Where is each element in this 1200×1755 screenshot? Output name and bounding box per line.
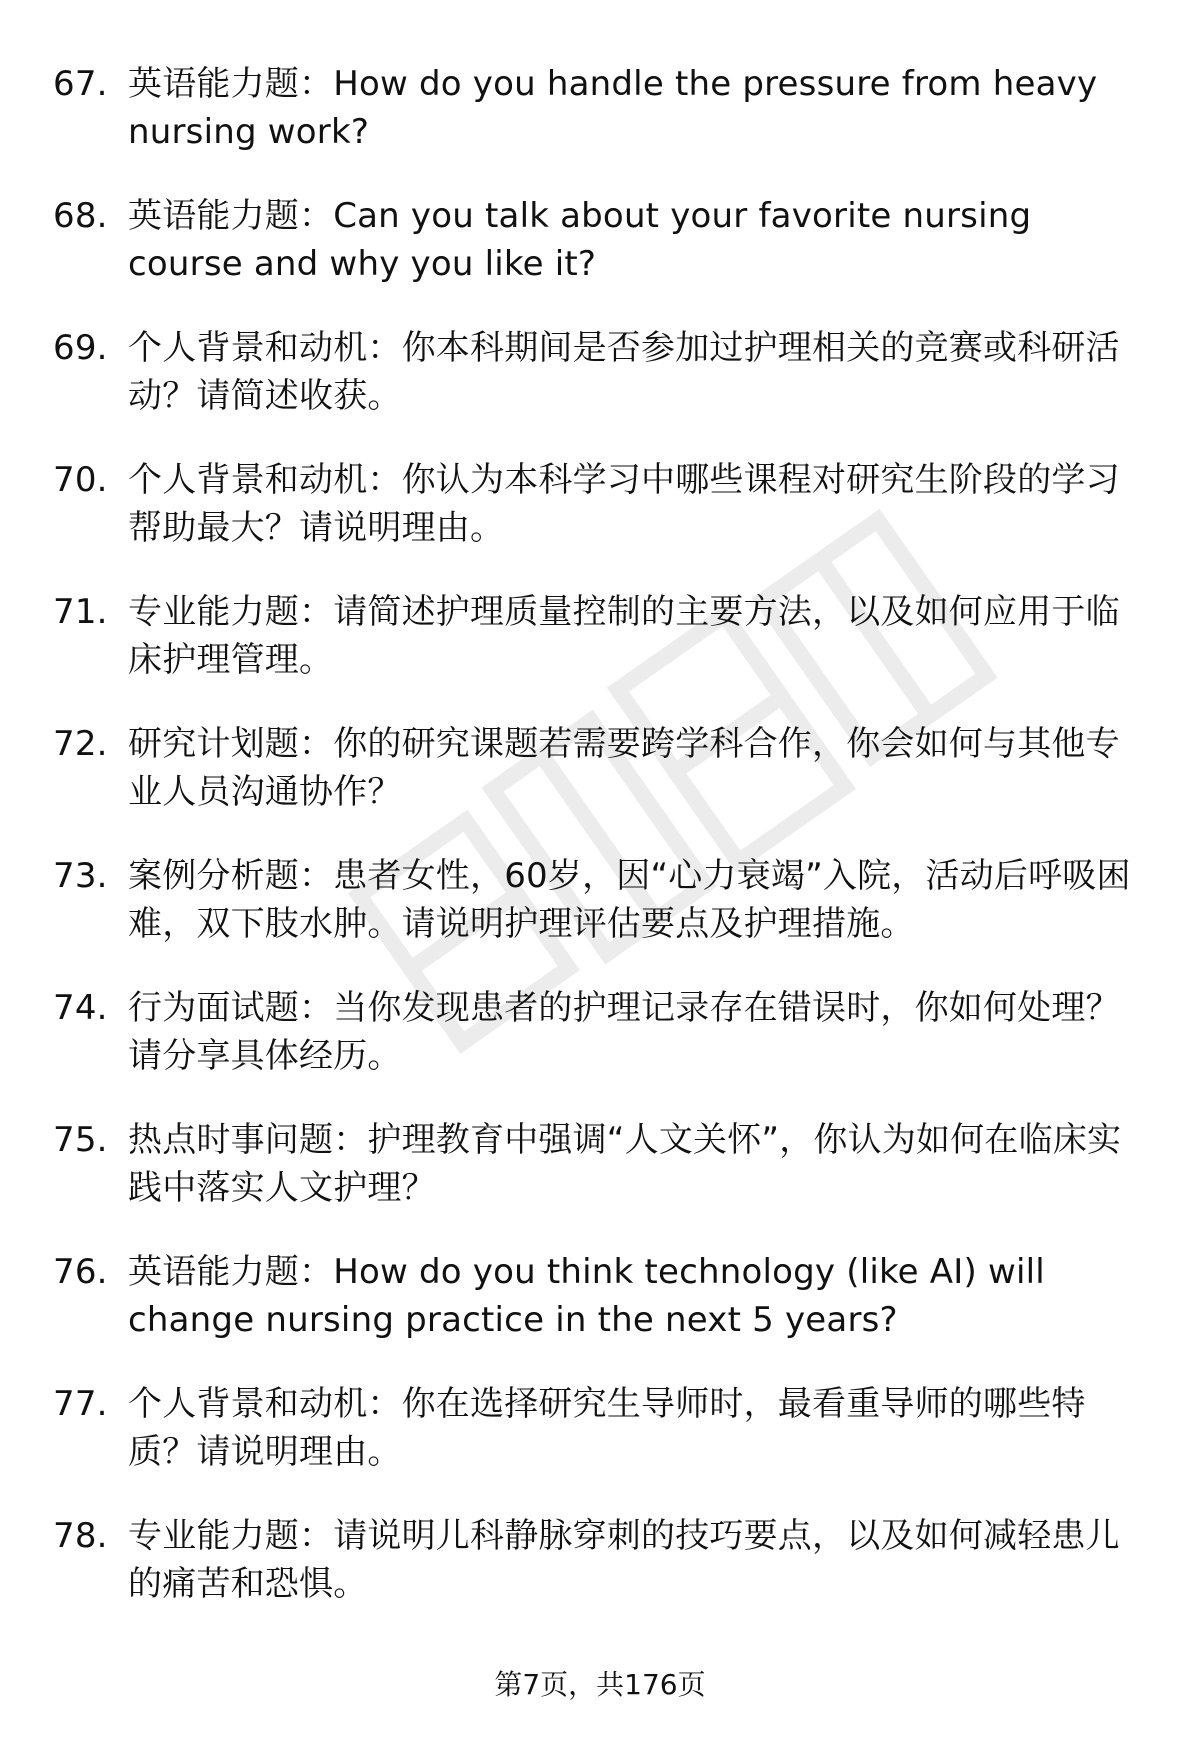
question-text: 热点时事问题：护理教育中强调“人文关怀”，你认为如何在临床实践中落实人文护理？ xyxy=(128,1120,1122,1208)
question-text: 英语能力题：How do you think technology (like AI) will change nursing practice in the next 5 years? xyxy=(128,1252,1045,1340)
list-item xyxy=(53,60,1153,156)
list-item xyxy=(53,1116,1153,1212)
question-number: 74. xyxy=(53,988,108,1028)
question-number: 73. xyxy=(53,856,108,896)
list-item xyxy=(53,852,1153,948)
list-item xyxy=(53,456,1153,552)
question-number: 75. xyxy=(53,1120,108,1160)
list-item xyxy=(53,720,1153,816)
question-text: 案例分析题：患者女性，60岁，因“心力衰竭”入院，活动后呼吸困难，双下肢水肿。请说明护理评估要点及护理措施。 xyxy=(128,856,1131,944)
list-item xyxy=(53,324,1153,420)
question-text: 个人背景和动机：你本科期间是否参加过护理相关的竞赛或科研活动？请简述收获。 xyxy=(128,328,1120,416)
question-number: 69. xyxy=(53,328,108,368)
list-item xyxy=(53,1248,1153,1344)
question-text: 行为面试题：当你发现患者的护理记录存在错误时，你如何处理？请分享具体经历。 xyxy=(128,988,1120,1076)
question-text: 个人背景和动机：你在选择研究生导师时，最看重导师的哪些特质？请说明理由。 xyxy=(128,1384,1086,1472)
list-item xyxy=(53,1380,1153,1476)
question-number: 68. xyxy=(53,196,108,236)
page-indicator: 第7页，共176页 xyxy=(494,1668,706,1701)
list-item xyxy=(53,192,1153,288)
question-text: 研究计划题：你的研究课题若需要跨学科合作，你会如何与其他专业人员沟通协作？ xyxy=(128,724,1120,812)
question-number: 67. xyxy=(53,64,108,104)
list-item xyxy=(53,984,1153,1080)
question-list xyxy=(53,60,1153,1644)
question-number: 71. xyxy=(53,592,108,632)
question-text: 专业能力题：请简述护理质量控制的主要方法，以及如何应用于临床护理管理。 xyxy=(128,592,1120,680)
list-item xyxy=(53,1512,1153,1608)
question-number: 72. xyxy=(53,724,108,764)
question-number: 78. xyxy=(53,1516,108,1556)
question-text: 专业能力题：请说明儿科静脉穿刺的技巧要点，以及如何减轻患儿的痛苦和恐惧。 xyxy=(128,1516,1120,1604)
question-text: 英语能力题：How do you handle the pressure from heavy nursing work? xyxy=(128,64,1098,152)
question-number: 77. xyxy=(53,1384,108,1424)
list-item xyxy=(53,588,1153,684)
question-text: 英语能力题：Can you talk about your favorite nursing course and why you like it? xyxy=(128,196,1032,284)
question-number: 76. xyxy=(53,1252,108,1292)
question-text: 个人背景和动机：你认为本科学习中哪些课程对研究生阶段的学习帮助最大？请说明理由。 xyxy=(128,460,1120,548)
question-number: 70. xyxy=(53,460,108,500)
